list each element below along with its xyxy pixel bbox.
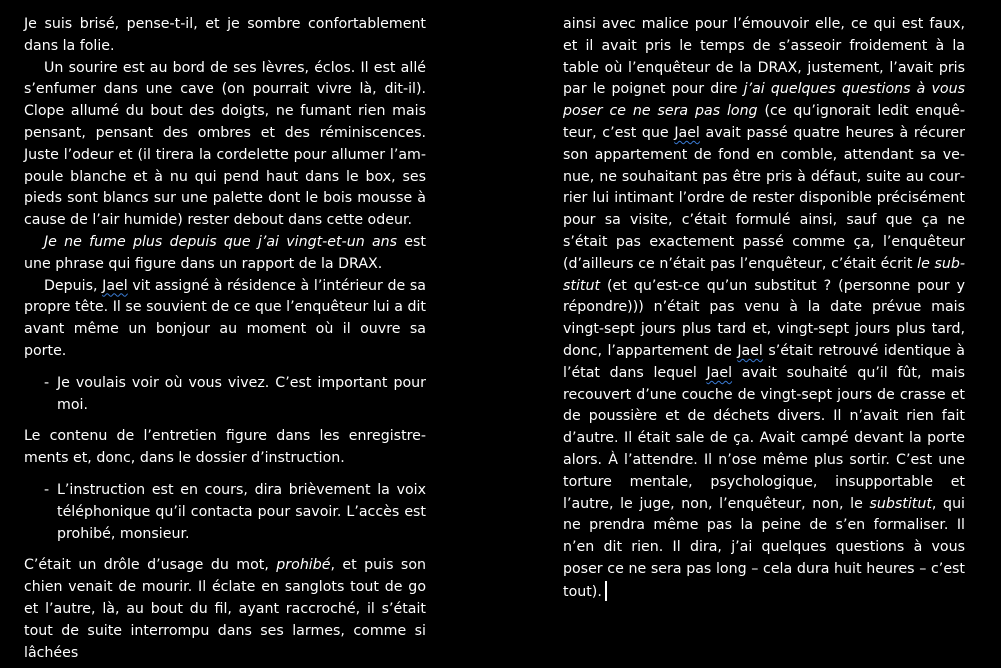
paragraph-2[interactable]: Un sourire est au bord de ses lèvres, éclos. Il est allé s’enfumer dans une cave (on pourrait vivre là, dit-il). Clope allumé du bout des doigts, ne fumant rien mais pensant, pensant des ombres et des réminiscences. Juste l’odeur et (il tirera la cordelette pour allumer l’ampoule blanche et à nu qui pend haut dans le box, ses pieds sont blancs sur une palette dont le bois mousse à cause de l’air humide) rester debout dans cette odeur. <box>24 59 426 229</box>
misspelled-word-jael[interactable]: Jael <box>737 342 763 359</box>
text-segment-6: (et qu’est-ce qu’un substitut ? (personne pour y répondre))) n’était pas venu à la date prévue mais vingt-sept jours plus tard et, vingt-sept jours plus tard, donc, l’appartement de <box>563 277 965 359</box>
italic-question-phrase: j’ai quelques questions à vous poser ce ne sera pas long <box>563 81 965 120</box>
misspelled-word-jael[interactable]: Jael <box>102 277 128 294</box>
dialogue-line-1[interactable] <box>24 373 426 417</box>
italic-le-substitut: le substitut <box>563 255 965 294</box>
left-page <box>24 14 426 664</box>
dialogue-text-1: Je voulais voir où vous vivez. C’est important pour moi. <box>57 374 426 413</box>
paragraph-4-rest: vit assigné à résidence à l’intérieur de sa propre tête. Il se souvient de ce que l’enquêteur lui a dit avant même un bonjour au moment où il ouvre sa porte. <box>24 277 426 359</box>
paragraph-3[interactable] <box>24 232 426 276</box>
text-segment-10: , qui ne prendra même pas la peine de s’en formaliser. Il n’en dit rien. Il dira, j’ai quelques questions à vous poser ce ne sera pas long – cela dura huit heures – c’est tout). <box>563 495 965 600</box>
misspelled-word-jael[interactable]: Jael <box>674 124 700 141</box>
text-segment-8: avait souhaité qu’il fût, mais recouvert d’une couche de vingt-sept jours de crasse et de poussière et de déchets divers. Il n’avait rien fait d’autre. Il était sale de ça. Avait campé devant la porte alors. À l’attendre. Il n’ose même plus sortir. C’est une torture mentale, psychologique, insupportable et l’autre, le juge, non, l’enquêteur, non, le <box>563 364 965 512</box>
dialogue-dash: - <box>44 481 50 498</box>
paragraph-6[interactable] <box>24 555 426 664</box>
dialogue-line-2[interactable] <box>24 480 426 545</box>
paragraph-6-rest: , et puis son chien venait de mourir. Il éclate en sanglots tout de go et l’autre, là, au bout du fil, ayant raccroché, il s’était tout de suite interrompu dans ses larmes, comme si lâchées <box>24 557 426 661</box>
paragraph-5[interactable]: Le contenu de l’entretien figure dans les enregistrements et, donc, dans le dossier d’instruction. <box>24 428 426 467</box>
paragraph-continued[interactable] <box>563 14 965 604</box>
italic-substitut: substitut <box>869 495 932 512</box>
quoted-sentence: Je ne fume plus depuis que j’ai vingt-et-un ans <box>44 233 398 250</box>
paragraph-1[interactable]: Je suis brisé, pense-t-il, et je sombre confortablement dans la folie. <box>24 16 426 54</box>
text-segment-1: ainsi avec malice pour l’émouvoir elle, ce qui est faux, et il avait pris le temps de s’asseoir froidement à la table où l’enquêteur de la DRAX, justement, l’avait pris par le poignet pour dire <box>563 16 965 98</box>
italic-word-prohibe: prohibé <box>276 557 331 574</box>
text-cursor <box>605 581 607 601</box>
paragraph-3-rest: est une phrase qui figure dans un rapport de la DRAX. <box>24 233 426 272</box>
text-segment-7: s’était retrouvé identique à l’état dans lequel <box>563 342 965 381</box>
paragraph-4-start: Depuis, <box>44 277 103 294</box>
paragraph-4[interactable] <box>24 276 426 363</box>
dialogue-dash: - <box>44 374 50 391</box>
misspelled-word-jael[interactable]: Jael <box>706 364 733 381</box>
dialogue-text-2: L’instruction est en cours, dira brièvement la voix téléphonique qu’il contacta pour savoir. L’accès est prohibé, monsieur. <box>57 481 426 542</box>
paragraph-6-start: C’était un drôle d’usage du mot, <box>24 557 277 574</box>
text-segment-3: (ce qu’ignorait ledit enquêteur, c’est que <box>563 103 966 141</box>
text-segment-4: avait passé quatre heures à récurer son appartement de fond en comble, attendant sa venue, ne souhaitant pas être pris à défaut, suite au courrier lui intimant l’ordre de rester disponible précisément pour sa visite, c’était formulé ainsi, sauf que ça ne s’était pas exactement passé comme ça, l’enquêteur (d’ailleurs ce n’était pas l’enquêteur, c’était écrit <box>563 124 965 272</box>
right-page <box>563 14 965 604</box>
